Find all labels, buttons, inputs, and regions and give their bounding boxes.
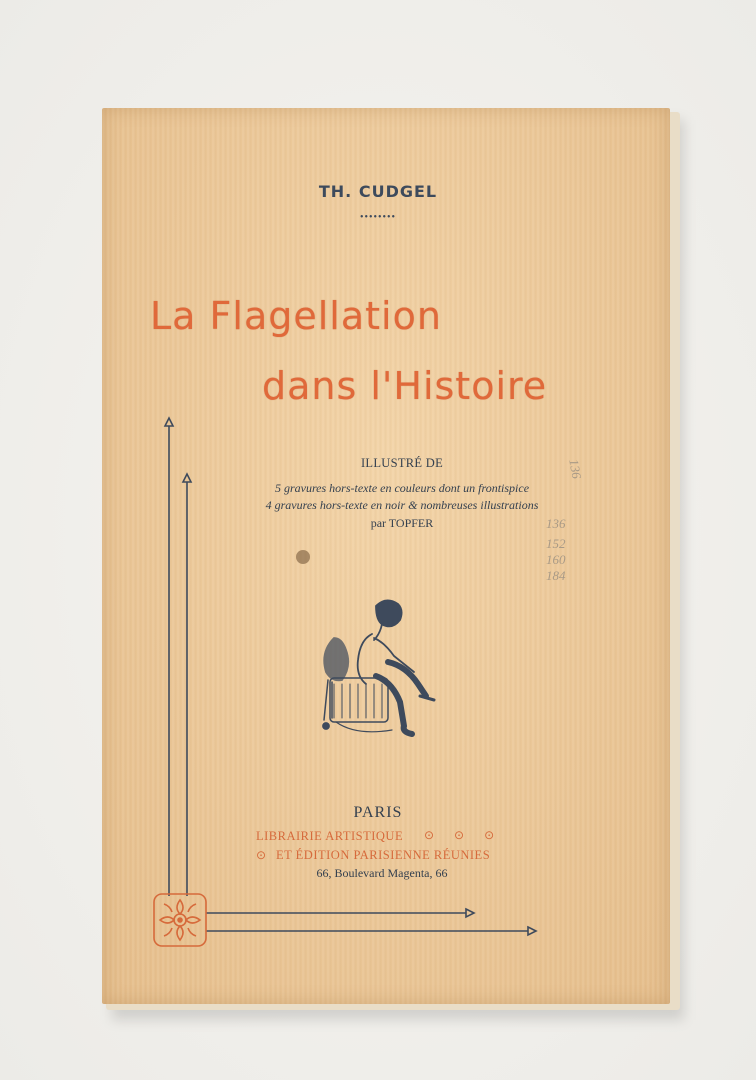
pencil-mark: 152 (546, 536, 566, 551)
illustrations-line-1: 5 gravures hors-texte en couleurs dont un frontispice (274, 481, 530, 495)
pencil-mark: 136 (566, 457, 585, 480)
pencil-marks (546, 452, 620, 583)
title-line-1: La Flagellation (150, 294, 442, 338)
publisher-ornament: ⊙ (256, 848, 267, 862)
publisher-address: 66, Boulevard Magenta, 66 (316, 866, 448, 880)
publisher-line-1: LIBRAIRIE ARTISTIQUE (256, 829, 404, 843)
pencil-mark: 184 (546, 568, 566, 583)
decorative-dots: •••••••• (359, 212, 396, 223)
title-line-2: dans l'Histoire (262, 364, 548, 408)
city: PARIS (353, 804, 403, 821)
illustrated-heading: ILLUSTRÉ DE (360, 456, 444, 470)
illustrator-line: par TOPFER (370, 516, 434, 530)
border-arrows (140, 410, 560, 960)
publisher-ornaments: ⊙⊙⊙ (424, 828, 515, 842)
pencil-mark: 136 (546, 516, 566, 531)
pencil-mark: 160 (546, 552, 566, 567)
square-floral-ornament-icon (154, 894, 206, 946)
publisher-line-2: ET ÉDITION PARISIENNE RÉUNIES (276, 848, 491, 862)
illustrations-line-2: 4 gravures hors-texte en noir & nombreuses illustrations (265, 498, 539, 512)
author-name: TH. CUDGEL (318, 182, 438, 201)
